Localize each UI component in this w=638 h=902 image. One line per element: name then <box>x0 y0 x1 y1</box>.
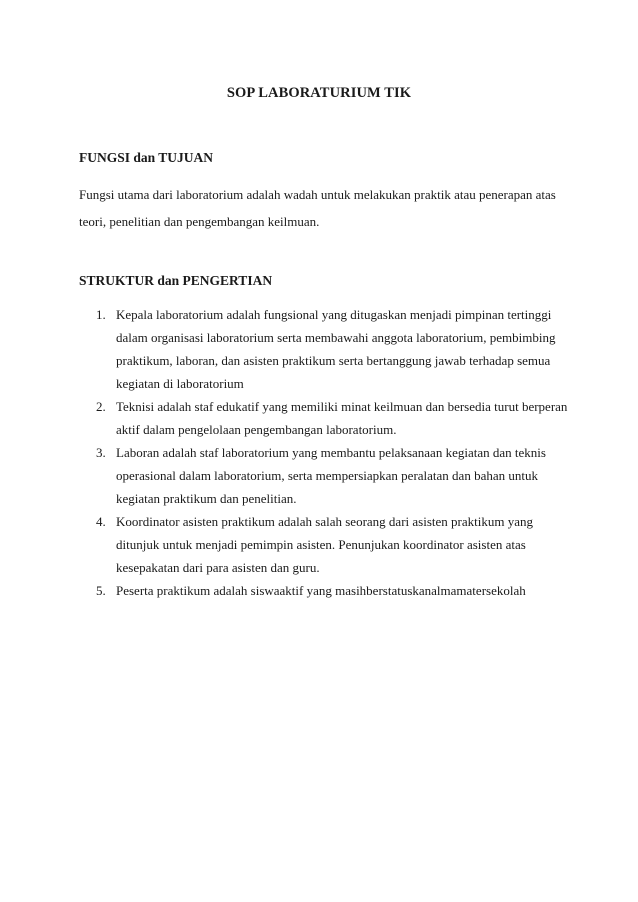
section-heading-struktur: STRUKTUR dan PENGERTIAN <box>79 273 273 288</box>
list-item-text: Peserta praktikum adalah siswaaktif yang masihberstatuskanalmamatersekolah <box>116 583 526 598</box>
section-paragraph-fungsi: Fungsi utama dari laboratorium adalah wadah untuk melakukan praktik atau penerapan atas teori, penelitian dan pengembangan keilmuan. <box>79 187 556 229</box>
list-item-text: Laboran adalah staf laboratorium yang membantu pelaksanaan kegiatan dan teknis operasional dalam laboratorium, serta mempersiapkan peralatan dan bahan untuk kegiatan praktikum dan penelitian. <box>116 445 546 506</box>
list-item <box>79 441 569 510</box>
list-item <box>79 303 569 395</box>
list-item-number: 2. <box>96 399 106 414</box>
list-item-number: 5. <box>96 583 106 598</box>
document-title: SOP LABORATURIUM TIK <box>226 85 412 101</box>
list-item-number: 4. <box>96 514 106 529</box>
list-item-number: 1. <box>96 307 106 322</box>
list-item <box>79 510 569 579</box>
list-item-number: 3. <box>96 445 106 460</box>
list-item-text: Koordinator asisten praktikum adalah salah seorang dari asisten praktikum yang ditunjuk untuk menjadi pemimpin asisten. Penunjukan koordinator asisten atas kesepakatan dari para asisten dan guru. <box>116 514 533 575</box>
list-item <box>79 395 569 441</box>
section-heading-fungsi: FUNGSI dan TUJUAN <box>79 150 214 165</box>
list-item-text: Kepala laboratorium adalah fungsional yang ditugaskan menjadi pimpinan tertinggi dalam organisasi laboratorium serta membawahi anggota laboratorium, pembimbing praktikum, laboran, dan asisten praktikum serta bertanggung jawab terhadap semua kegiatan di laboratorium <box>116 307 556 391</box>
struktur-list <box>79 303 569 602</box>
list-item <box>79 579 569 602</box>
list-item-text: Teknisi adalah staf edukatif yang memiliki minat keilmuan dan bersedia turut berperan aktif dalam pengelolaan pengembangan laboratorium. <box>116 399 568 437</box>
